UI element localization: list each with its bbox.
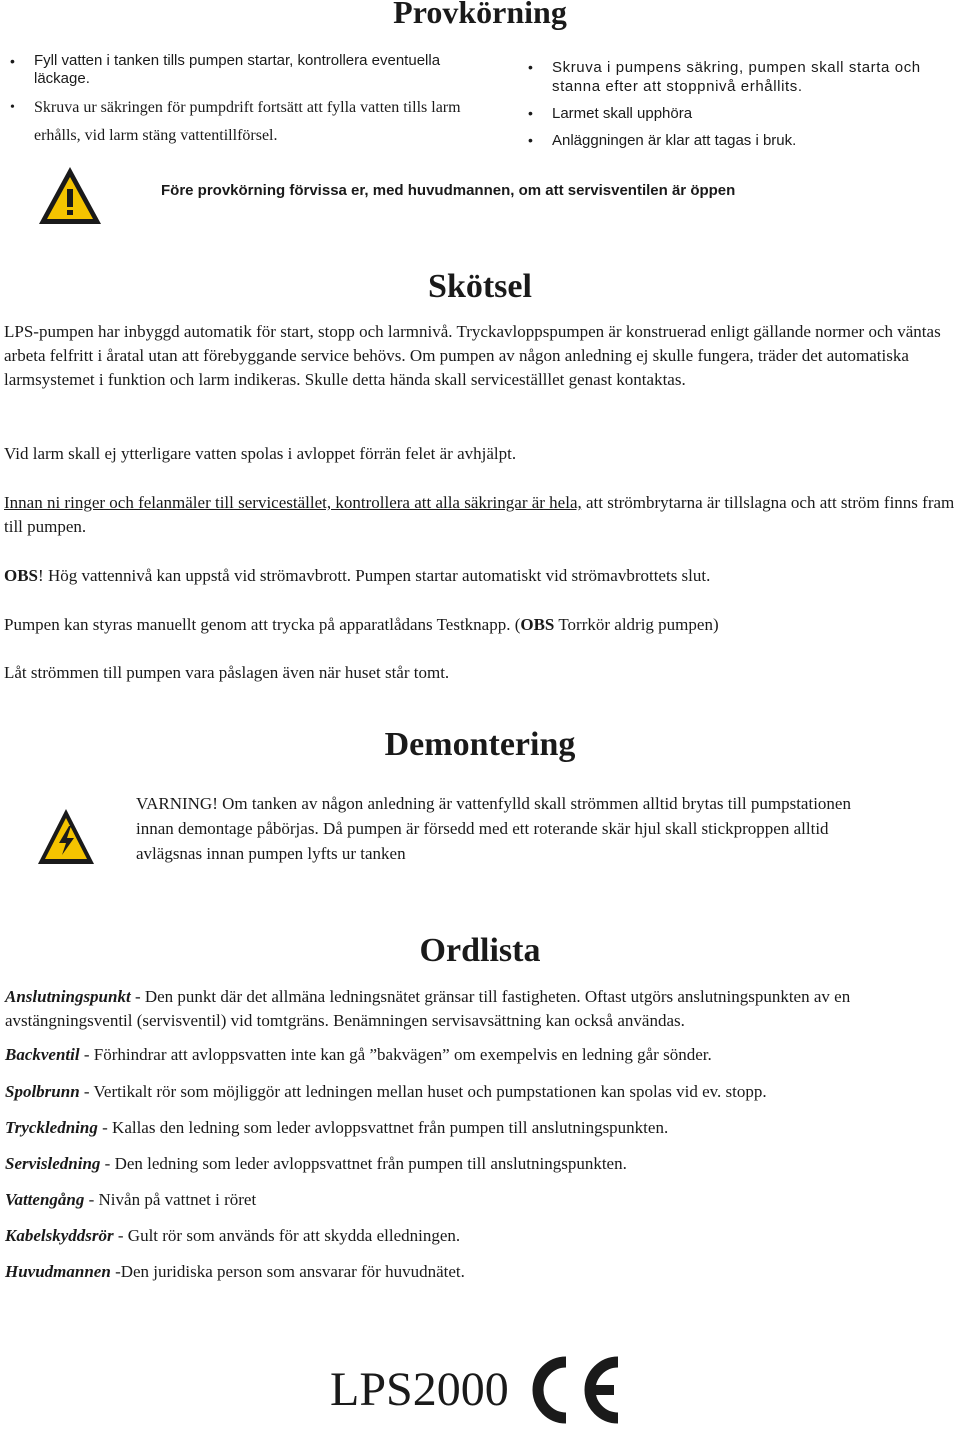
list-item: • Larmet skall upphöra	[524, 104, 960, 123]
skotsel-paragraph-5: Pumpen kan styras manuellt genom att trycka på apparatlådans Testknapp. (OBS Torrkör aldrig pumpen)	[4, 615, 719, 634]
demontering-warning-text: VARNING! Om tanken av någon anledning är vattenfylld skall strömmen alltid brytas till pumpstationen innan demontage påbörjas. Då pumpen är försedd med ett roterande skär hjul skall stickproppen alltid avlägsnas innan pumpen lyfts ur tanken	[136, 794, 851, 863]
skotsel-paragraph-6: Låt strömmen till pumpen vara påslagen även när huset står tomt.	[4, 663, 450, 682]
ordlista-entry-8: Huvudmannen -Den juridiska person som ansvarar för huvudnätet.	[5, 1262, 465, 1281]
demontering-title: Demontering	[384, 726, 576, 763]
ordlista-entry-3: Spolbrunn - Vertikalt rör som möjliggör att ledningen mellan huset och pumpstationen kan spolas vid ev. stopp.	[5, 1082, 767, 1101]
list-item: • Skruva i pumpens säkring, pumpen skall starta och stanna efter att stoppnivå erhållits.	[524, 58, 960, 96]
provkorning-warning-text: Före provkörning förvissa er, med huvudmannen, om att servisventilen är öppen	[161, 182, 736, 199]
ordlista-entry-1: Anslutningspunkt - Den punkt där det allmäna ledningsnätet gränsar till fastigheten. Oftast utgörs anslutningspunkten av en avstängningsventil (servisventil) vid tomtgräns. Benämningen servisavsättning kan också användas.	[5, 987, 851, 1030]
provkorning-right-list	[524, 58, 960, 150]
glossary-term: Tryckledning	[5, 1118, 98, 1137]
list-item: • Fyll vatten i tanken tills pumpen startar, kontrollera eventuella läckage.	[6, 52, 491, 88]
ordlista-entry-5: Servisledning - Den ledning som leder avloppsvattnet från pumpen till anslutningspunkten.	[5, 1154, 627, 1173]
ordlista-entry-2: Backventil - Förhindrar att avloppsvatten inte kan gå ”bakvägen” om exempelvis en ledning går sönder.	[5, 1045, 712, 1064]
glossary-term: Vattengång	[5, 1190, 85, 1209]
list-item: • Skruva ur säkringen för pumpdrift fortsätt att fylla vatten tills larm erhålls, vid larm stäng vattentillförsel.	[6, 94, 491, 150]
glossary-term: Backventil	[5, 1045, 80, 1064]
warning-triangle-icon	[37, 165, 103, 227]
glossary-term: Servisledning	[5, 1154, 101, 1173]
provkorning-title: Provkörning	[393, 0, 567, 30]
ordlista-entry-4: Tryckledning - Kallas den ledning som leder avloppsvattnet från pumpen till anslutningspunkten.	[5, 1118, 669, 1137]
skotsel-paragraph-4: OBS! Hög vattennivå kan uppstå vid strömavbrott. Pumpen startar automatiskt vid strömavbrottets slut.	[4, 566, 711, 585]
electric-hazard-icon	[36, 807, 96, 867]
skotsel-paragraph-1: LPS-pumpen har inbyggd automatik för start, stopp och larmnivå. Tryckavloppspumpen är konstruerad enligt gällande normer och väntas arbeta felfritt i åratal utan att förebyggande service behövs. Om pumpen av någon anledning ej skulle fungera, träder det automatiska larmsystemet i funktion och larm indikeras. Skulle detta hända skall serviceställlet genast kontaktas.	[4, 322, 941, 389]
ordlista-entry-7: Kabelskyddsrör - Gult rör som används för att skydda elledningen.	[5, 1226, 461, 1245]
underlined-text: Innan ni ringer och felanmäler till servicestället, kontrollera att alla säkringar är hela,	[4, 493, 582, 512]
list-item: • Anläggningen är klar att tagas i bruk.	[524, 131, 960, 150]
glossary-term: Kabelskyddsrör	[5, 1226, 114, 1245]
skotsel-title: Skötsel	[428, 268, 532, 305]
ce-mark-icon	[520, 1356, 624, 1424]
model-name: LPS2000	[330, 1363, 509, 1416]
glossary-term: Spolbrunn	[5, 1082, 80, 1101]
ordlista-title: Ordlista	[419, 932, 541, 969]
ordlista-entry-6: Vattengång - Nivån på vattnet i röret	[5, 1190, 257, 1209]
glossary-term: Anslutningspunkt	[5, 987, 131, 1006]
skotsel-paragraph-2: Vid larm skall ej ytterligare vatten spolas i avloppet förrän felet är avhjälpt.	[4, 444, 517, 463]
provkorning-left-list	[6, 52, 491, 150]
skotsel-paragraph-3: Innan ni ringer och felanmäler till servicestället, kontrollera att alla säkringar är hela, att strömbrytarna är tillslagna och att ström finns fram till pumpen.	[4, 493, 955, 536]
glossary-term: Huvudmannen	[5, 1262, 111, 1281]
